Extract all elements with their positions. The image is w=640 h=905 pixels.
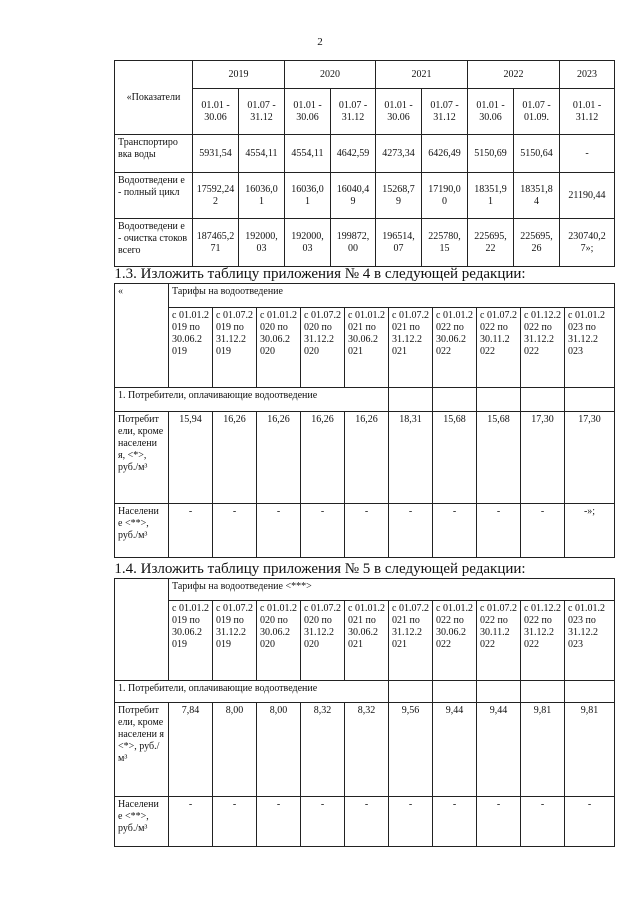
- period-header: с 01.01.2 023 по 31.12.2 023: [565, 601, 615, 681]
- value-cell: 196514, 07: [376, 219, 422, 267]
- value-cell: -»;: [565, 504, 615, 558]
- period-header: 01.01 - 30.06: [193, 89, 239, 135]
- value-cell: 16036,0 1: [239, 173, 285, 219]
- period-header: 01.07 - 01.09.: [514, 89, 560, 135]
- value-cell: 18351,9 1: [468, 173, 514, 219]
- row-label: Населени е <**>, руб./м³: [115, 797, 169, 847]
- value-cell: 16,26: [301, 412, 345, 504]
- value-cell: 5931,54: [193, 135, 239, 173]
- value-cell: -: [213, 797, 257, 847]
- value-cell: 15,68: [433, 412, 477, 504]
- section-heading: 1.3. Изложить таблицу приложения № 4 в следующей редакции:: [114, 266, 526, 282]
- value-cell: 15268,7 9: [376, 173, 422, 219]
- period-header: с 01.07.2 019 по 31.12.2 019: [213, 308, 257, 388]
- table-row: [115, 219, 615, 267]
- table-row: [115, 173, 615, 219]
- row-label: Потребит ели, кроме населени я <*>, руб./м³: [115, 703, 169, 797]
- value-cell: 8,00: [257, 703, 301, 797]
- value-cell: -: [565, 797, 615, 847]
- period-header: с 01.01.2 020 по 30.06.2 020: [257, 308, 301, 388]
- period-header: с 01.01.2 020 по 30.06.2 020: [257, 601, 301, 681]
- value-cell: 15,68: [477, 412, 521, 504]
- value-cell: -: [345, 504, 389, 558]
- value-cell: 5150,69: [468, 135, 514, 173]
- value-cell: -: [345, 797, 389, 847]
- table-row: [115, 504, 615, 558]
- value-cell: -: [560, 135, 615, 173]
- value-cell: 9,44: [433, 703, 477, 797]
- value-cell: 225780, 15: [422, 219, 468, 267]
- value-cell: 17190,0 0: [422, 173, 468, 219]
- period-header: с 01.01.2 023 по 31.12.2 023: [565, 308, 615, 388]
- value-cell: 199872, 00: [331, 219, 376, 267]
- value-cell: -: [433, 797, 477, 847]
- value-cell: -: [389, 797, 433, 847]
- value-cell: 16036,0 1: [285, 173, 331, 219]
- value-cell: 9,56: [389, 703, 433, 797]
- period-header: с 01.07.2 021 по 31.12.2 021: [389, 601, 433, 681]
- value-cell: 4642,59: [331, 135, 376, 173]
- period-header: с 01.01.2 021 по 30.06.2 021: [345, 308, 389, 388]
- period-header: с 01.01.2 022 по 30.06.2 022: [433, 308, 477, 388]
- period-header: с 01.07.2 022 по 30.11.2 022: [477, 601, 521, 681]
- table-corner: [115, 579, 169, 681]
- value-cell: 8,32: [301, 703, 345, 797]
- table-corner: «: [115, 284, 169, 388]
- value-cell: -: [169, 504, 213, 558]
- value-cell: 4554,11: [239, 135, 285, 173]
- value-cell: 4273,34: [376, 135, 422, 173]
- period-header: 01.07 - 31.12: [422, 89, 468, 135]
- period-header: с 01.07.2 019 по 31.12.2 019: [213, 601, 257, 681]
- value-cell: -: [213, 504, 257, 558]
- period-header: 01.07 - 31.12: [331, 89, 376, 135]
- period-header: с 01.01.2 019 по 30.06.2 019: [169, 308, 213, 388]
- value-cell: 230740,2 7»;: [560, 219, 615, 267]
- table-title: Тарифы на водоотведение: [169, 284, 615, 308]
- year-header: 2019: [193, 61, 285, 89]
- value-cell: -: [257, 797, 301, 847]
- period-header: с 01.07.2 020 по 31.12.2 020: [301, 308, 345, 388]
- value-cell: 192000, 03: [285, 219, 331, 267]
- value-cell: 4554,11: [285, 135, 331, 173]
- value-cell: 5150,64: [514, 135, 560, 173]
- section-heading: 1.4. Изложить таблицу приложения № 5 в следующей редакции:: [114, 561, 526, 577]
- period-header: 01.01 - 30.06: [468, 89, 514, 135]
- value-cell: -: [169, 797, 213, 847]
- period-header: с 01.07.2 020 по 31.12.2 020: [301, 601, 345, 681]
- value-cell: 6426,49: [422, 135, 468, 173]
- period-header: с 01.01.2 019 по 30.06.2 019: [169, 601, 213, 681]
- value-cell: 16,26: [257, 412, 301, 504]
- page-number: 2: [317, 36, 323, 48]
- table-row: [115, 412, 615, 504]
- value-cell: -: [257, 504, 301, 558]
- row-label: Населени е <**>, руб./м³: [115, 504, 169, 558]
- value-cell: -: [521, 504, 565, 558]
- value-cell: 16,26: [345, 412, 389, 504]
- table-row: [115, 797, 615, 847]
- value-cell: 8,00: [213, 703, 257, 797]
- year-header: 2021: [376, 61, 468, 89]
- value-cell: 8,32: [345, 703, 389, 797]
- value-cell: 16,26: [213, 412, 257, 504]
- value-cell: 17,30: [565, 412, 615, 504]
- value-cell: 9,81: [521, 703, 565, 797]
- sewerage-tariffs-table-2: [114, 578, 615, 847]
- indicators-header: «Показатели: [115, 61, 193, 135]
- period-header: с 01.07.2 021 по 31.12.2 021: [389, 308, 433, 388]
- sewerage-tariffs-table: [114, 283, 615, 558]
- value-cell: 21190,44: [560, 173, 615, 219]
- indicators-table: [114, 60, 615, 267]
- period-header: 01.01 - 30.06: [376, 89, 422, 135]
- period-header: 01.01 - 30.06: [285, 89, 331, 135]
- value-cell: 187465,2 71: [193, 219, 239, 267]
- row-label: Транспортиро вка воды: [115, 135, 193, 173]
- period-header: с 01.01.2 021 по 30.06.2 021: [345, 601, 389, 681]
- period-header: с 01.01.2 022 по 30.06.2 022: [433, 601, 477, 681]
- value-cell: 192000, 03: [239, 219, 285, 267]
- value-cell: 9,44: [477, 703, 521, 797]
- value-cell: 18,31: [389, 412, 433, 504]
- value-cell: 7,84: [169, 703, 213, 797]
- period-header: 01.01 - 31.12: [560, 89, 615, 135]
- period-header: 01.07 - 31.12: [239, 89, 285, 135]
- value-cell: -: [301, 504, 345, 558]
- section-row: 1. Потребители, оплачивающие водоотведение: [115, 388, 389, 412]
- row-label: Водоотведени е - полный цикл: [115, 173, 193, 219]
- value-cell: 17,30: [521, 412, 565, 504]
- value-cell: 18351,8 4: [514, 173, 560, 219]
- year-header: 2020: [285, 61, 376, 89]
- period-header: с 01.12.2 022 по 31.12.2 022: [521, 601, 565, 681]
- value-cell: -: [521, 797, 565, 847]
- value-cell: -: [433, 504, 477, 558]
- section-row: 1. Потребители, оплачивающие водоотведение: [115, 681, 389, 703]
- value-cell: 16040,4 9: [331, 173, 376, 219]
- value-cell: -: [301, 797, 345, 847]
- value-cell: 17592,24 2: [193, 173, 239, 219]
- period-header: с 01.07.2 022 по 30.11.2 022: [477, 308, 521, 388]
- row-label: Потребит ели, кроме населени я, <*>, руб./м³: [115, 412, 169, 504]
- table-title: Тарифы на водоотведение <***>: [169, 579, 615, 601]
- value-cell: 15,94: [169, 412, 213, 504]
- year-header: 2023: [560, 61, 615, 89]
- value-cell: 225695, 26: [514, 219, 560, 267]
- value-cell: -: [477, 504, 521, 558]
- row-label: Водоотведени е - очистка стоков всего: [115, 219, 193, 267]
- table-row: [115, 703, 615, 797]
- value-cell: -: [477, 797, 521, 847]
- value-cell: 9,81: [565, 703, 615, 797]
- value-cell: -: [389, 504, 433, 558]
- period-header: с 01.12.2 022 по 31.12.2 022: [521, 308, 565, 388]
- year-header: 2022: [468, 61, 560, 89]
- value-cell: 225695, 22: [468, 219, 514, 267]
- table-row: [115, 135, 615, 173]
